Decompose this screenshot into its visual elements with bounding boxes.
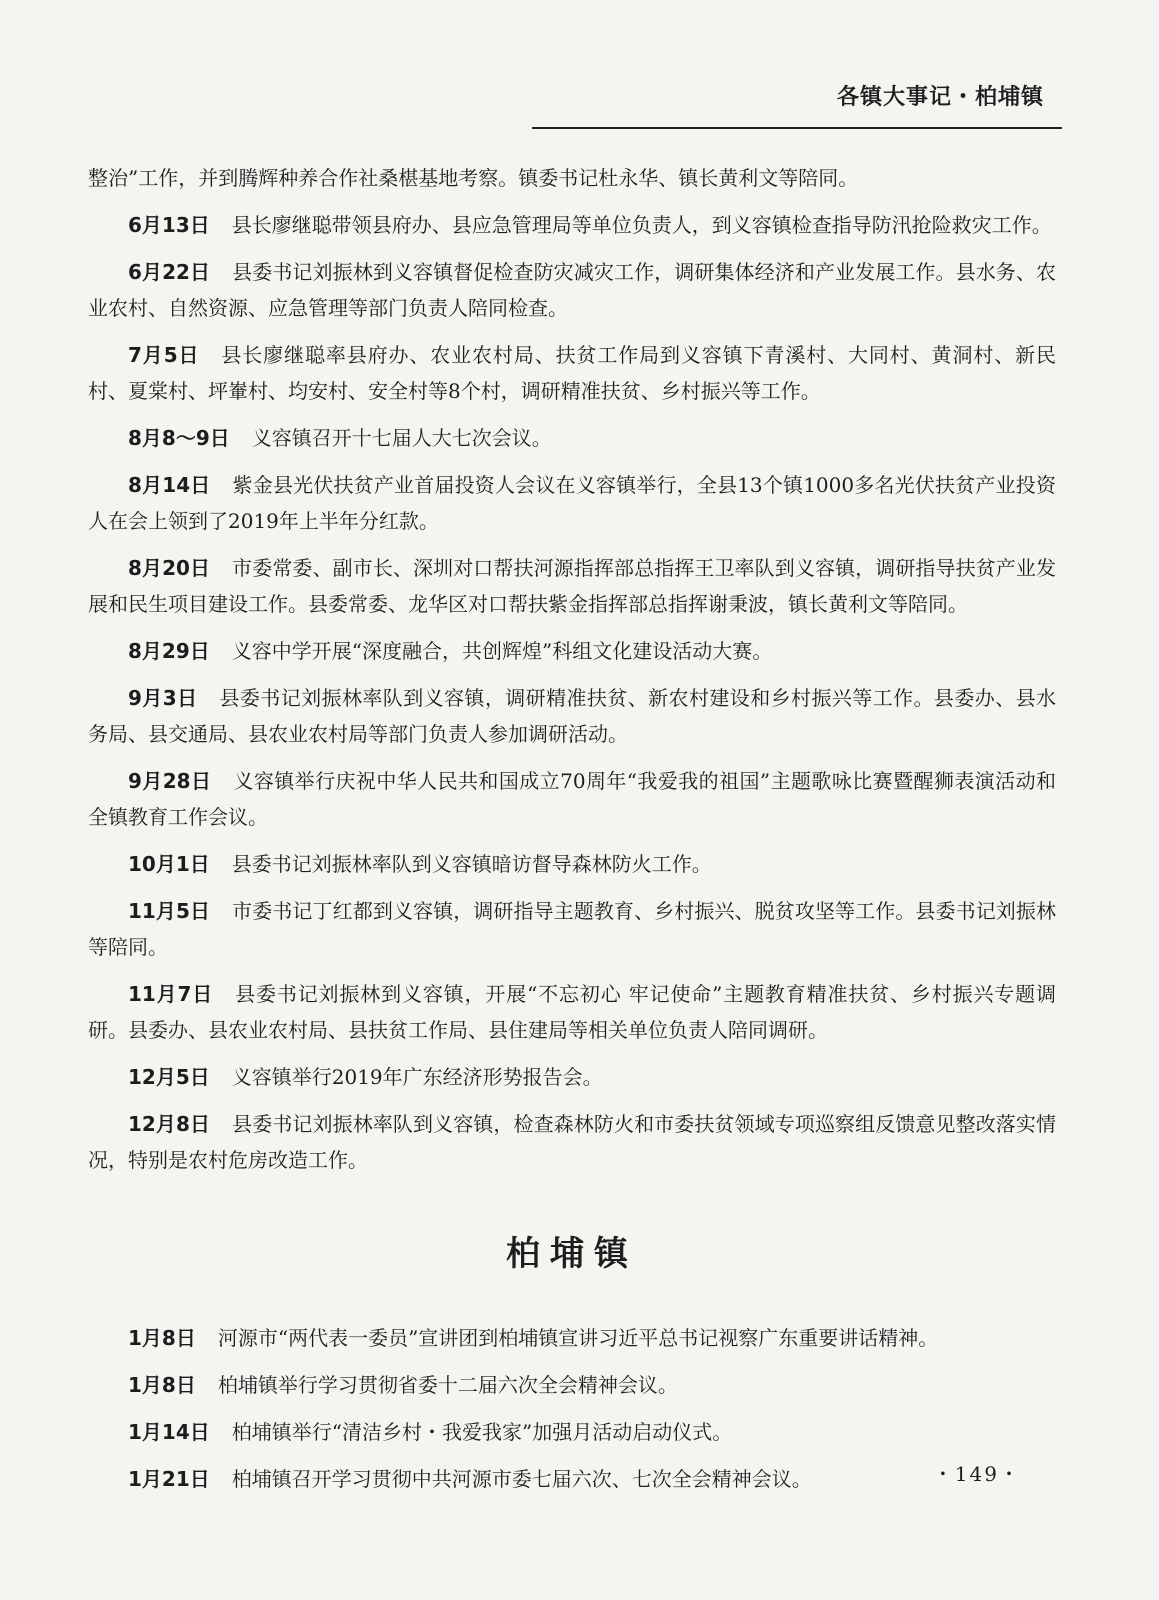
entry-text: 柏埔镇举行学习贯彻省委十二届六次全会精神会议。 (217, 1373, 678, 1397)
entry-text: 柏埔镇召开学习贯彻中共河源市委七届六次、七次全会精神会议。 (231, 1467, 812, 1491)
entry-date: 9月3日 (128, 686, 198, 710)
entry-date: 10月1日 (128, 852, 210, 876)
entry-date: 1月8日 (128, 1373, 196, 1397)
entry-date: 9月28日 (128, 769, 212, 793)
section-title: 柏埔镇 (506, 1234, 638, 1274)
chronicle-entry (88, 633, 1056, 669)
chronicle-entry (88, 1059, 1056, 1095)
entry-text: 紫金县光伏扶贫产业首届投资人会议在义容镇举行，全县13个镇1000多名光伏扶贫产业投资人在会上领到了2019年上半年分红款。 (88, 473, 1056, 533)
entry-date: 8月20日 (128, 556, 211, 580)
page-number: ・149・ (932, 1462, 1021, 1486)
entries-list-part2 (88, 1320, 1056, 1497)
chronicle-entry (88, 1106, 1056, 1178)
continuation-paragraph: 整治”工作，并到腾辉种养合作社桑椹基地考察。镇委书记杜永华、镇长黄利文等陪同。 (88, 166, 859, 190)
chronicle-entry (88, 1414, 1056, 1450)
entry-text: 县委书记刘振林率队到义容镇，调研精准扶贫、新农村建设和乡村振兴等工作。县委办、县水务局、县交通局、县农业农村局等部门负责人参加调研活动。 (88, 686, 1056, 746)
chronicle-entry (88, 467, 1056, 539)
entry-text: 县委书记刘振林率队到义容镇，检查森林防火和市委扶贫领域专项巡察组反馈意见整改落实情况，特别是农村危房改造工作。 (88, 1112, 1057, 1172)
entry-date: 11月7日 (128, 982, 214, 1006)
entry-text: 义容镇举行2019年广东经济形势报告会。 (231, 1065, 603, 1089)
chronicle-entry (88, 680, 1056, 752)
entry-text: 县长廖继聪带领县府办、县应急管理局等单位负责人，到义容镇检查指导防汛抢险救灾工作。 (231, 213, 1052, 237)
chronicle-entry (88, 893, 1056, 965)
entry-date: 8月8～9日 (128, 426, 230, 450)
entry-date: 1月21日 (128, 1467, 210, 1491)
entry-text: 柏埔镇举行“清洁乡村・我爱我家”加强月活动启动仪式。 (231, 1420, 733, 1444)
entry-date: 1月8日 (128, 1326, 196, 1350)
entry-text: 县委书记刘振林到义容镇，开展“不忘初心 牢记使命”主题教育精准扶贫、乡村振兴专题调研。县委办、县农业农村局、县扶贫工作局、县住建局等相关单位负责人陪同调研。 (88, 982, 1056, 1042)
chronicle-entry (88, 420, 1056, 456)
entry-text: 义容镇召开十七届人大七次会议。 (251, 426, 552, 450)
entry-date: 7月5日 (128, 343, 200, 367)
chronicle-entry (88, 550, 1056, 622)
chronicle-entry (88, 976, 1056, 1048)
entry-text: 义容中学开展“深度融合，共创辉煌”科组文化建设活动大赛。 (231, 639, 773, 663)
entry-text: 市委常委、副市长、深圳对口帮扶河源指挥部总指挥王卫率队到义容镇，调研指导扶贫产业发展和民生项目建设工作。县委常委、龙华区对口帮扶紫金指挥部总指挥谢秉波，镇长黄利文等陪同。 (88, 556, 1057, 616)
entry-date: 8月29日 (128, 639, 210, 663)
entry-date: 1月14日 (128, 1420, 210, 1444)
chronicle-entry (88, 1367, 1056, 1403)
chronicle-entry (88, 846, 1056, 882)
entry-text: 县委书记刘振林率队到义容镇暗访督导森林防火工作。 (231, 852, 712, 876)
chronicle-entry (88, 763, 1056, 835)
chronicle-entry (88, 1461, 1056, 1497)
chronicle-entry (88, 254, 1056, 326)
entry-date: 12月5日 (128, 1065, 210, 1089)
entry-text: 义容镇举行庆祝中华人民共和国成立70周年“我爱我的祖国”主题歌咏比赛暨醒狮表演活动和全镇教育工作会议。 (88, 769, 1056, 829)
chronicle-entry (88, 207, 1056, 243)
entry-date: 12月8日 (128, 1112, 211, 1136)
entry-date: 8月14日 (128, 473, 211, 497)
entry-date: 11月5日 (128, 899, 211, 923)
entry-date: 6月22日 (128, 260, 211, 284)
entry-text: 县委书记刘振林到义容镇督促检查防灾减灾工作，调研集体经济和产业发展工作。县水务、农业农村、自然资源、应急管理等部门负责人陪同检查。 (88, 260, 1057, 320)
entry-text: 市委书记丁红都到义容镇，调研指导主题教育、乡村振兴、脱贫攻坚等工作。县委书记刘振林等陪同。 (88, 899, 1057, 959)
entries-list-part1 (88, 207, 1056, 1178)
chronicle-entry (88, 1320, 1056, 1356)
page-body (88, 160, 1056, 1508)
entry-date: 6月13日 (128, 213, 210, 237)
chronicle-entry (88, 337, 1056, 409)
entry-text: 县长廖继聪率县府办、农业农村局、扶贫工作局到义容镇下青溪村、大同村、黄洞村、新民村、夏棠村、坪輋村、均安村、安全村等8个村，调研精准扶贫、乡村振兴等工作。 (88, 343, 1056, 403)
running-header: 各镇大事记・柏埔镇 (836, 85, 1044, 110)
entry-text: 河源市“两代表一委员”宣讲团到柏埔镇宣讲习近平总书记视察广东重要讲话精神。 (217, 1326, 939, 1350)
header-rule (532, 127, 1062, 129)
